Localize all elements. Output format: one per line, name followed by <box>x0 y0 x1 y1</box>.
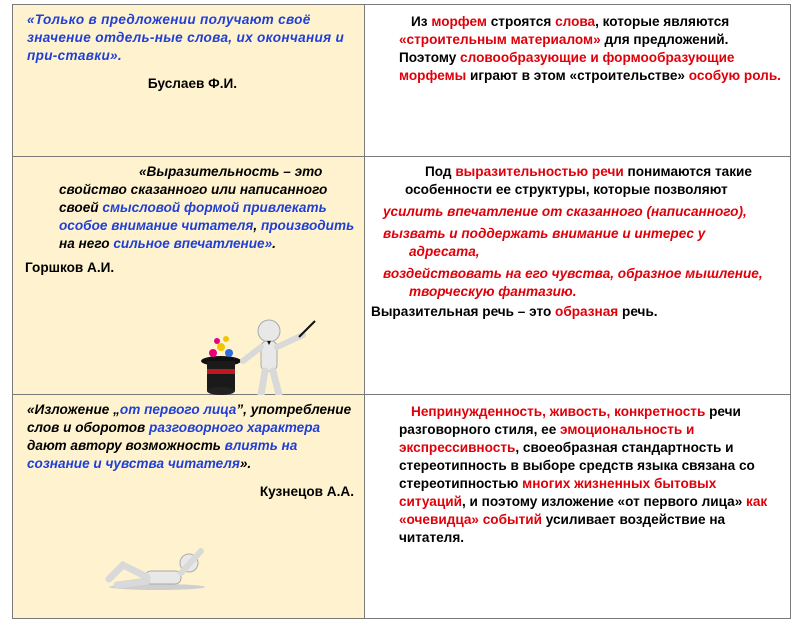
text-run: морфем <box>431 14 487 29</box>
text-run: слова <box>555 14 596 29</box>
text-run: ». <box>239 455 252 471</box>
text-run: речи разговорного стиля, ее <box>399 404 741 437</box>
text-run: производить <box>260 217 355 233</box>
text-run: выразительностью речи <box>455 164 624 179</box>
author-buslaev: Буслаев Ф.И. <box>147 75 238 91</box>
text-run: Выразительная речь – это <box>371 303 556 319</box>
text-run: ”, употребление слов и оборотов <box>27 402 352 435</box>
text-run: сильное впечатление» <box>113 235 273 251</box>
text-run: влиять на сознание и чувства читателя <box>27 437 298 471</box>
text-run: «Выразительность – это свойство сказанного или написанного своей <box>59 164 328 215</box>
text-run: Под <box>425 164 456 179</box>
text-run: «Изложение „ <box>27 402 120 417</box>
text-run: Из <box>411 14 432 29</box>
text-run: речь. <box>618 303 658 319</box>
text-run: на него <box>59 235 114 251</box>
text-run: многих жизненных бытовых ситуаций <box>399 475 717 509</box>
quote-gorshkov <box>59 163 358 253</box>
text-run: , <box>253 217 261 233</box>
table-row <box>13 5 791 157</box>
top-hat-icon <box>201 336 241 395</box>
text-run: играют в этом «строительстве» <box>466 67 689 83</box>
text-run: , которые являются <box>595 14 730 29</box>
text-run: , своеобразная стандартность и стереотипность в выборе средств языка связана со стереотипностью <box>399 439 755 491</box>
text-run: , и поэтому изложение «от первого лица» <box>461 493 747 509</box>
magician-figure <box>199 317 319 397</box>
text-run: дают автору возможность <box>27 437 225 453</box>
text-run: особую роль. <box>688 67 781 83</box>
text-run: понимаются такие особенности ее структуры, которые позволяют <box>405 164 752 197</box>
expressiveness-conclusion <box>371 303 778 321</box>
text-run: «строительным материалом» <box>399 31 601 47</box>
table-row <box>13 157 791 395</box>
text-run: как «очевидца» событий <box>399 493 768 527</box>
conversational-text <box>399 403 782 547</box>
text-run: строятся <box>486 14 556 29</box>
text-run: смысловой формой привлекать особое внимание читателя <box>59 199 327 233</box>
text-run: эмоциональность и экспрессивность <box>399 421 695 455</box>
list-item: усилить впечатление от сказанного (написанного), <box>383 203 747 219</box>
text-run: Непринужденность, живость, конкретность <box>411 404 706 419</box>
text-run: словообразующие и формообразующие морфемы <box>399 49 735 83</box>
text-run: от первого лица <box>119 402 237 417</box>
quotes-table <box>12 4 791 619</box>
list-item: вызвать и поддержать внимание и интерес у адресата, <box>383 225 706 259</box>
text-run: усиливает воздействие на читателя. <box>399 511 726 545</box>
explanation-morphemes <box>365 5 791 157</box>
text-run: для предложений. Поэтому <box>399 31 729 65</box>
text-run: разговорного характера <box>149 419 321 435</box>
list-item: воздействовать на его чувства, образное мышление, творческую фантазию. <box>383 265 763 299</box>
quote-cell-buslaev <box>13 5 365 157</box>
expressiveness-intro <box>371 163 778 199</box>
morphemes-text <box>399 13 782 85</box>
quote-kuznetsov <box>27 401 358 473</box>
explanation-conversational <box>365 395 791 619</box>
text-run: образная <box>555 303 619 319</box>
table-row <box>13 395 791 619</box>
explanation-expressiveness <box>365 157 791 395</box>
quote-cell-kuznetsov <box>13 395 365 619</box>
author-kuznetsov: Кузнецов А.А. <box>259 483 354 499</box>
quote-buslaev: «Только в предложении получают своё значение отдель-ные слова, их окончания и при-ставки». <box>27 12 345 63</box>
author-gorshkov: Горшков А.И. <box>25 259 115 275</box>
reclining-figure <box>97 541 217 591</box>
text-run: . <box>272 235 276 251</box>
quote-cell-gorshkov <box>13 157 365 395</box>
